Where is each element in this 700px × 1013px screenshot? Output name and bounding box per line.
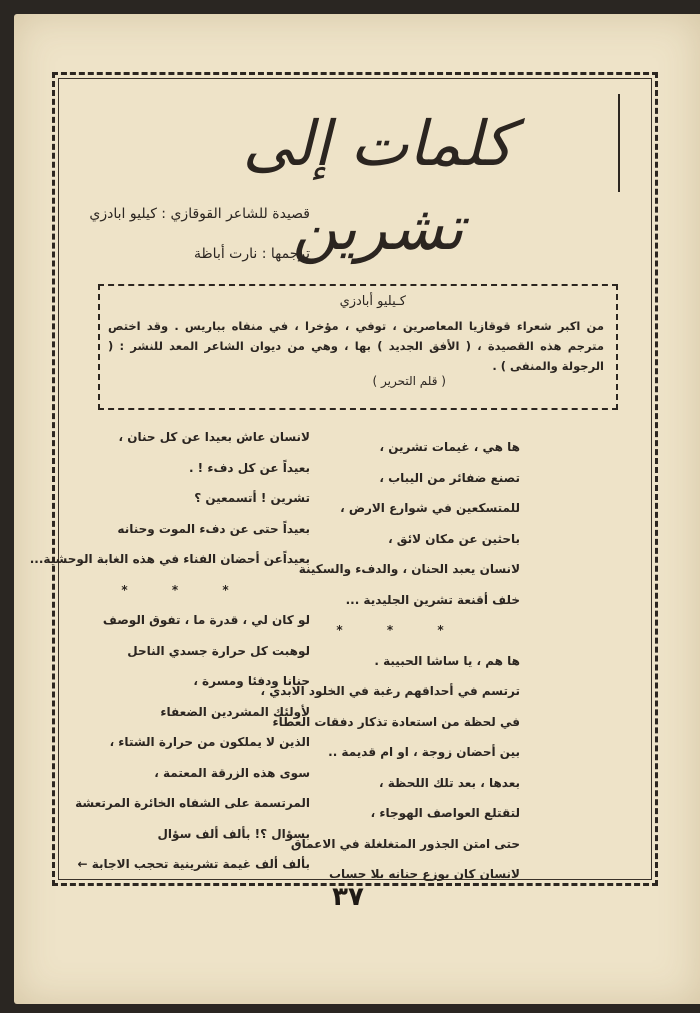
verse-line: تشرين ! أتسمعين ؟: [194, 491, 310, 505]
section-divider: * * *: [121, 582, 249, 597]
section-divider: * * *: [336, 623, 464, 637]
verse-line: بعيداًعن أحضان الفناء في هذه الغابة الوحشية...: [29, 552, 310, 566]
editor-signature: ( قلم التحرير ): [372, 374, 446, 388]
verse-line: تصنع ضفائر من اليباب ،: [379, 470, 520, 485]
verse-line: بألف ألف غيمة تشرينية تحجب الاجابة ←: [77, 857, 310, 871]
verse-line: بين أحضان زوجة ، او ام قديمة ..: [328, 745, 520, 759]
verse-line: لانسان يعبد الحنان ، والدفء والسكينة: [298, 562, 520, 576]
verse-line: في لحظة من استعادة تذكار دفقات العطاء: [272, 714, 520, 729]
translator-credit: ترجمها : نارت أباظة: [194, 246, 310, 262]
verse-line: بسؤال ؟! بألف ألف سؤال: [157, 826, 310, 841]
intro-box: [98, 284, 618, 410]
verse-line: ها هم ، يا ساشا الحبيبة .: [374, 653, 520, 668]
poem-column-left: [29, 422, 310, 880]
poet-name: كـيليو أبادزي: [339, 294, 406, 309]
verse-line: المرتسمة على الشفاه الخائرة المرتعشة: [75, 796, 310, 810]
verse-line: الذين لا يملكون من حرارة الشتاء ،: [109, 735, 310, 749]
intro-text: من اكبر شعراء قوقازيا المعاصرين ، توفي ، مؤخرا ، في منفاه بباريس . وقد اختص مترجم هذه القصيدة ، ( الأفق الجديد ) بها ، وهي من ديوان الشاعر المعد للنشر : ( الرجولة والمنفى ) .: [108, 319, 604, 373]
verse-line: خلف أقنعة تشرين الجليدية ...: [345, 592, 520, 607]
verse-line: بعيداً حتى عن دفء الموت وحنانه: [117, 521, 310, 536]
verse-line: باحثين عن مكان لائق ،: [388, 531, 520, 546]
poem-column-right: [260, 432, 520, 890]
verse-line: حنانا ودفئا ومسرة ،: [193, 674, 310, 688]
poem-subtitle: قصيدة للشاعر القوقازي : كيليو ابادزي: [89, 206, 310, 222]
verse-line: لانسان كان يوزع حنانه بلا حساب: [328, 867, 520, 881]
poem-title: كلمات إلى تشرين: [242, 107, 514, 264]
verse-line: ترتسم في أحداقهم رغبة في الخلود الابدي ،: [260, 684, 520, 698]
verse-line: لو كان لي ، قدرة ما ، تفوق الوصف: [102, 613, 310, 627]
verse-line: بعيداً عن كل دفء ! .: [188, 460, 310, 475]
verse-line: بعدها ، بعد تلك اللحظة ،: [379, 775, 520, 790]
page-number: ٣٧: [332, 882, 364, 912]
verse-line: ها هي ، غيمات تشرين ،: [379, 440, 520, 454]
verse-line: سوى هذه الزرقة المعتمة ،: [154, 765, 310, 780]
verse-line: حتى امتن الجذور المتغلغلة في الاعماق: [290, 836, 520, 851]
verse-line: لتقتلع العواصف الهوجاء ،: [370, 806, 520, 820]
verse-line: لانسان عاش بعيدا عن كل حنان ،: [118, 430, 310, 444]
verse-line: لوهبت كل حرارة جسدي الناحل: [127, 643, 310, 658]
verse-line: للمتسكعين في شوارع الارض ،: [340, 501, 520, 515]
verse-line: لأولئك المشردين الضعفاء: [160, 704, 310, 719]
